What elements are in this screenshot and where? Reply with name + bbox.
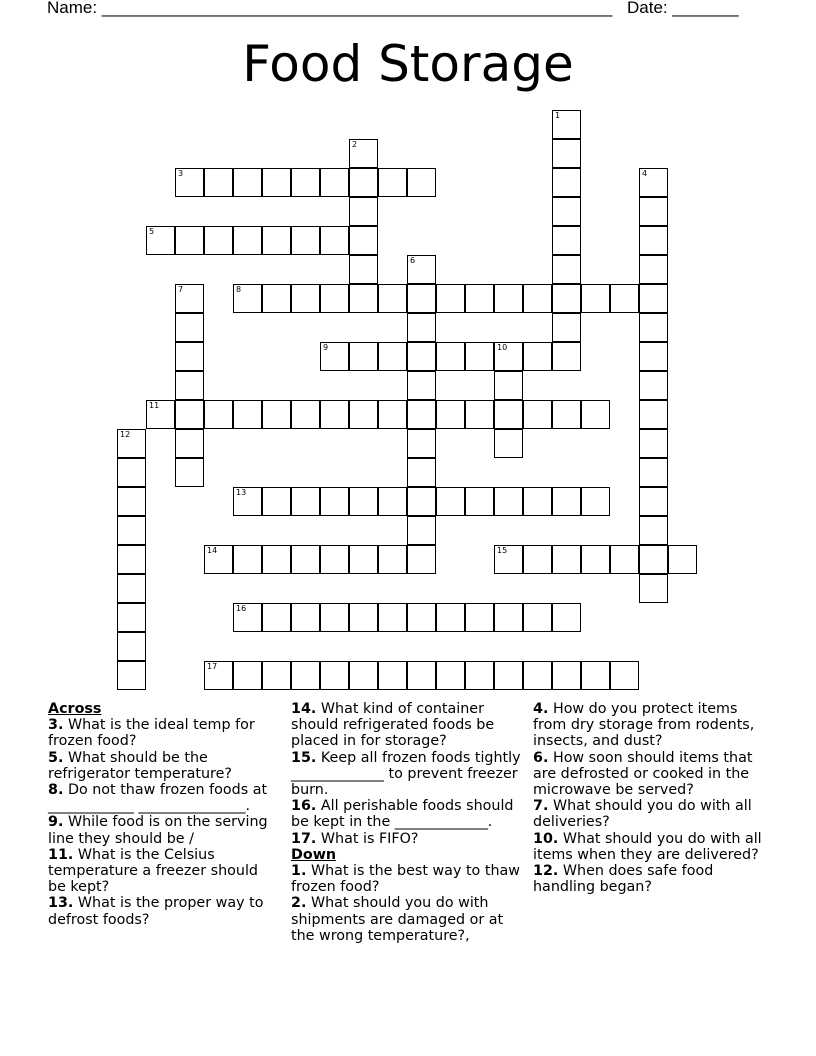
grid-cell[interactable] [320,226,349,255]
grid-cell[interactable] [291,400,320,429]
grid-cell[interactable] [407,661,436,690]
grid-cell[interactable] [349,255,378,284]
grid-cell[interactable] [523,487,552,516]
grid-cell[interactable] [233,487,262,516]
grid-cell[interactable] [117,487,146,516]
grid-cell[interactable] [552,284,581,313]
grid-cell[interactable] [117,545,146,574]
grid-cell[interactable] [291,284,320,313]
grid-cell[interactable] [291,226,320,255]
grid-cell[interactable] [436,603,465,632]
grid-cell[interactable] [494,400,523,429]
grid-cell[interactable] [552,400,581,429]
grid-cell[interactable] [233,400,262,429]
cell-number: 15 [497,546,508,555]
grid-cell[interactable] [146,400,175,429]
grid-cell[interactable] [291,661,320,690]
grid-cell[interactable] [175,371,204,400]
clue-across-13: 13. What is the proper way to defrost foods? [48,895,264,928]
grid-cell[interactable] [639,284,668,313]
grid-cell[interactable] [552,342,581,371]
grid-cell[interactable] [465,400,494,429]
grid-cell[interactable] [349,168,378,197]
grid-cell[interactable] [262,487,291,516]
grid-cell[interactable] [552,661,581,690]
grid-cell[interactable] [407,400,436,429]
grid-cell[interactable] [262,168,291,197]
clues-column-2 [291,701,523,944]
cell-number: 1 [555,111,561,120]
grid-cell[interactable] [117,458,146,487]
grid-cell[interactable] [117,516,146,545]
grid-cell[interactable] [349,226,378,255]
across-heading: Across [48,701,102,717]
grid-cell[interactable] [117,603,146,632]
grid-cell[interactable] [349,400,378,429]
grid-cell[interactable] [378,487,407,516]
cell-number: 7 [178,285,184,294]
cell-number: 8 [236,285,242,294]
cell-number: 13 [236,488,247,497]
grid-cell[interactable] [262,400,291,429]
grid-cell[interactable] [175,313,204,342]
grid-cell[interactable] [407,342,436,371]
grid-cell[interactable] [320,545,349,574]
grid-cell[interactable] [494,284,523,313]
grid-cell[interactable] [233,168,262,197]
grid-cell[interactable] [523,342,552,371]
grid-cell[interactable] [465,603,494,632]
grid-cell[interactable] [639,458,668,487]
grid-cell[interactable] [581,400,610,429]
clue-down-6: 6. How soon should items that are defrosted or cooked in the microwave be served? [533,749,753,799]
date-field-row [627,0,739,19]
grid-cell[interactable] [494,371,523,400]
grid-cell[interactable] [407,313,436,342]
cell-number: 4 [642,169,648,178]
grid-cell[interactable] [204,661,233,690]
clue-across-15: 15. Keep all frozen foods tightly _____________ to prevent freezer burn. [291,749,521,799]
grid-cell[interactable] [407,429,436,458]
grid-cell[interactable] [436,400,465,429]
grid-cell[interactable] [291,487,320,516]
cell-number: 16 [236,604,247,613]
grid-cell[interactable] [407,458,436,487]
clue-down-10: 10. What should you do with all items when they are delivered? [533,830,762,863]
grid-cell[interactable] [610,545,639,574]
grid-cell[interactable] [639,516,668,545]
cell-number: 2 [352,140,358,149]
grid-cell[interactable] [349,487,378,516]
grid-cell[interactable] [639,168,668,197]
grid-cell[interactable] [378,661,407,690]
grid-cell[interactable] [436,284,465,313]
grid-cell[interactable] [262,603,291,632]
grid-cell[interactable] [581,284,610,313]
grid-cell[interactable] [262,284,291,313]
grid-cell[interactable] [349,342,378,371]
grid-cell[interactable] [175,429,204,458]
grid-cell[interactable] [117,429,146,458]
grid-cell[interactable] [552,603,581,632]
grid-cell[interactable] [494,342,523,371]
grid-cell[interactable] [349,284,378,313]
grid-cell[interactable] [552,255,581,284]
grid-cell[interactable] [552,545,581,574]
name-label: Name: [47,0,98,17]
clue-across-11: 11. What is the Celsius temperature a freezer should be kept? [48,846,258,896]
grid-cell[interactable] [581,661,610,690]
clue-down-2: 2. What should you do with shipments are damaged or at the wrong temperature?, [291,895,504,944]
page-title: Food Storage [242,35,574,93]
grid-cell[interactable] [494,661,523,690]
grid-cell[interactable] [291,603,320,632]
grid-cell[interactable] [349,603,378,632]
clues-column-3 [533,701,768,895]
grid-cell[interactable] [349,197,378,226]
cell-number: 5 [149,227,155,236]
grid-cell[interactable] [552,168,581,197]
grid-cell[interactable] [117,632,146,661]
grid-cell[interactable] [552,487,581,516]
cell-number: 10 [497,343,508,352]
grid-cell[interactable] [349,545,378,574]
grid-cell[interactable] [117,574,146,603]
grid-cell[interactable] [204,168,233,197]
grid-cell[interactable] [639,371,668,400]
grid-cell[interactable] [378,603,407,632]
grid-cell[interactable] [436,661,465,690]
cell-number: 9 [323,343,329,352]
grid-cell[interactable] [639,197,668,226]
grid-cell[interactable] [320,661,349,690]
clue-across-17: 17. What is FIFO? [291,830,419,847]
grid-cell[interactable] [639,574,668,603]
grid-cell[interactable] [320,603,349,632]
grid-cell[interactable] [233,545,262,574]
clue-across-3: 3. What is the ideal temp for frozen food? [48,717,255,750]
grid-cell[interactable] [465,342,494,371]
grid-cell[interactable] [639,226,668,255]
grid-cell[interactable] [407,516,436,545]
grid-cell[interactable] [494,545,523,574]
grid-cell[interactable] [378,342,407,371]
cell-number: 14 [207,546,218,555]
grid-cell[interactable] [552,226,581,255]
clues-column-1 [48,701,280,928]
grid-cell[interactable] [233,226,262,255]
clue-down-1: 1. What is the best way to thaw frozen food? [291,863,520,896]
grid-cell[interactable] [436,342,465,371]
grid-cell[interactable] [407,255,436,284]
grid-cell[interactable] [610,284,639,313]
grid-cell[interactable] [407,371,436,400]
grid-cell[interactable] [552,197,581,226]
grid-cell[interactable] [204,400,233,429]
grid-cell[interactable] [610,661,639,690]
grid-cell[interactable] [291,545,320,574]
clue-across-5: 5. What should be the refrigerator temperature? [48,749,232,782]
grid-cell[interactable] [204,226,233,255]
grid-cell[interactable] [378,284,407,313]
grid-cell[interactable] [523,284,552,313]
grid-cell[interactable] [639,545,668,574]
grid-cell[interactable] [349,139,378,168]
clue-across-14: 14. What kind of container should refrigerated foods be placed in for storage? [291,701,495,750]
grid-cell[interactable] [523,400,552,429]
grid-cell[interactable] [581,545,610,574]
grid-cell[interactable] [204,545,233,574]
name-field-row [47,0,612,19]
grid-cell[interactable] [465,284,494,313]
down-heading: Down [291,846,337,863]
grid-cell[interactable] [146,226,175,255]
clue-down-12: 12. When does safe food handling began? [533,863,714,896]
cell-number: 6 [410,256,416,265]
grid-cell[interactable] [262,226,291,255]
grid-cell[interactable] [436,487,465,516]
grid-cell[interactable] [465,487,494,516]
date-label: Date: [627,0,668,17]
name-blank[interactable]: ______________________________________________________ [101,0,613,17]
grid-cell[interactable] [320,342,349,371]
grid-cell[interactable] [668,545,697,574]
grid-cell[interactable] [378,400,407,429]
grid-cell[interactable] [233,284,262,313]
grid-cell[interactable] [639,313,668,342]
grid-cell[interactable] [465,661,494,690]
grid-cell[interactable] [494,603,523,632]
cell-number: 12 [120,430,131,439]
cell-number: 17 [207,662,218,671]
grid-cell[interactable] [378,168,407,197]
grid-cell[interactable] [639,255,668,284]
date-blank[interactable]: _______ [672,0,739,17]
grid-cell[interactable] [552,110,581,139]
grid-cell[interactable] [262,661,291,690]
cell-number: 11 [149,401,160,410]
cell-number: 3 [178,169,184,178]
grid-cell[interactable] [378,545,407,574]
grid-cell[interactable] [494,487,523,516]
grid-cell[interactable] [320,487,349,516]
grid-cell[interactable] [407,545,436,574]
clue-across-8: 8. Do not thaw frozen foods at ____________ _______________. [48,782,268,815]
grid-cell[interactable] [117,661,146,690]
grid-cell[interactable] [552,313,581,342]
grid-cell[interactable] [175,226,204,255]
grid-cell[interactable] [581,487,610,516]
grid-cell[interactable] [233,603,262,632]
grid-cell[interactable] [175,284,204,313]
grid-cell[interactable] [407,603,436,632]
grid-cell[interactable] [523,545,552,574]
clue-down-7: 7. What should you do with all deliveries? [533,798,752,831]
grid-cell[interactable] [320,168,349,197]
grid-cell[interactable] [320,284,349,313]
grid-cell[interactable] [523,661,552,690]
grid-cell[interactable] [175,168,204,197]
grid-cell[interactable] [175,342,204,371]
grid-cell[interactable] [175,458,204,487]
grid-cell[interactable] [639,429,668,458]
clue-across-9: 9. While food is on the serving line they should be / [48,814,268,847]
grid-cell[interactable] [407,284,436,313]
grid-cell[interactable] [639,400,668,429]
clue-across-16: 16. All perishable foods should be kept in the _____________. [291,798,514,831]
grid-cell[interactable] [291,168,320,197]
grid-cell[interactable] [233,661,262,690]
grid-cell[interactable] [639,342,668,371]
grid-cell[interactable] [639,487,668,516]
grid-cell[interactable] [494,429,523,458]
grid-cell[interactable] [552,139,581,168]
grid-cell[interactable] [407,487,436,516]
grid-cell[interactable] [523,603,552,632]
grid-cell[interactable] [262,545,291,574]
grid-cell[interactable] [320,400,349,429]
grid-cell[interactable] [175,400,204,429]
clue-down-4: 4. How do you protect items from dry storage from rodents, insects, and dust? [533,701,755,750]
grid-cell[interactable] [407,168,436,197]
grid-cell[interactable] [349,661,378,690]
